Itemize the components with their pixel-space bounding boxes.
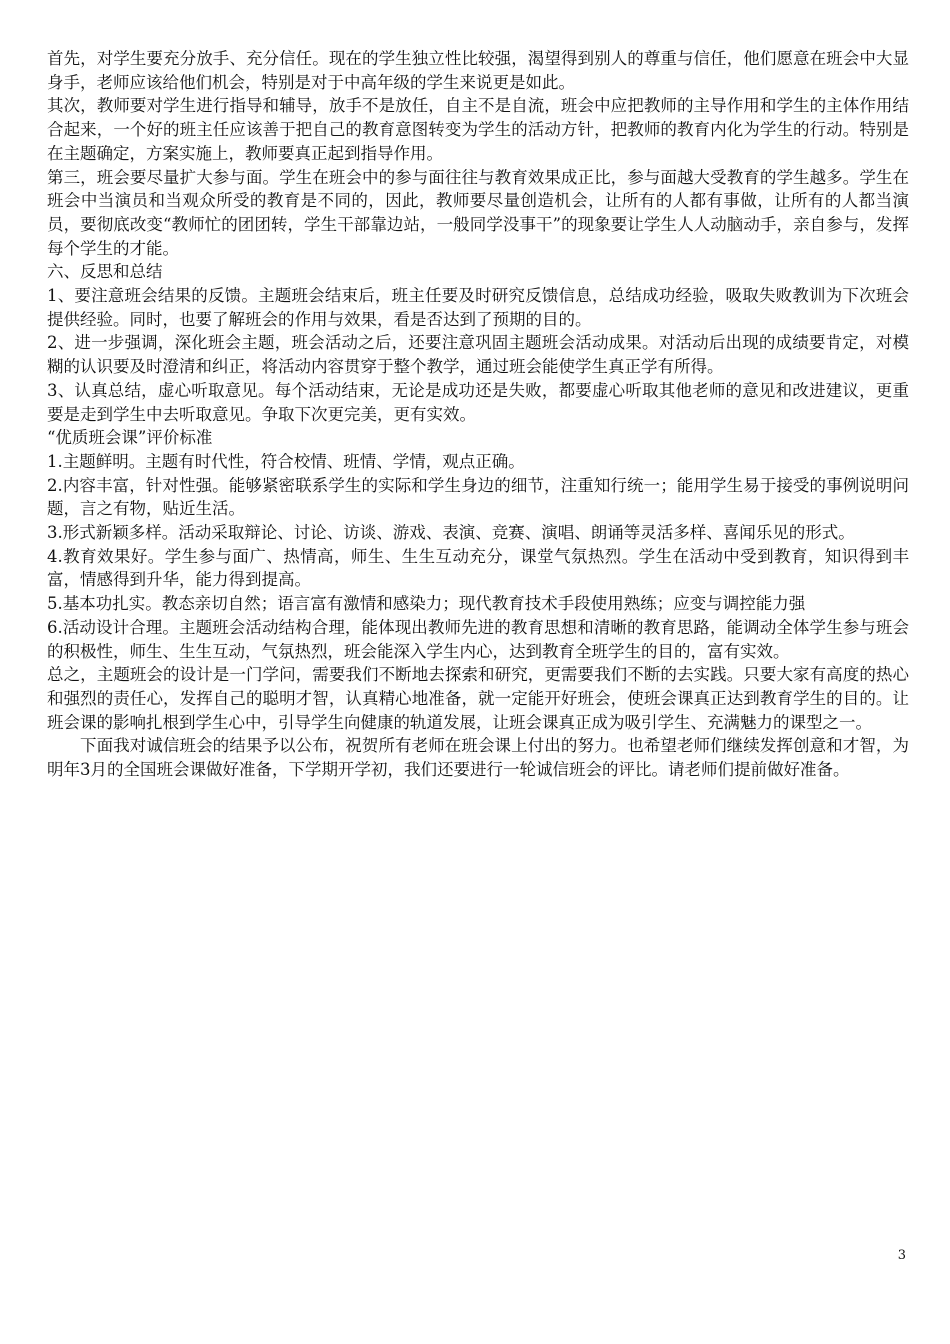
reflection-item-1: 1、要注意班会结果的反馈。主题班会结束后，班主任要及时研究反馈信息，总结成功经验，吸取失败教训为下次班会提供经验。同时，也要了解班会的作用与效果，看是否达到了预期的目的。 (47, 286, 909, 329)
paragraph-announcement: 下面我对诚信班会的结果予以公布，祝贺所有老师在班会课上付出的努力。也希望老师们继续发挥创意和才智，为明年3月的全国班会课做好准备，下学期开学初，我们还要进行一轮诚信班会的评比。请老师们提前做好准备。 (47, 736, 909, 780)
paragraph-first: 首先，对学生要充分放手、充分信任。现在的学生独立性比较强，渴望得到别人的尊重与信任，他们愿意在班会中大显身手，老师应该给他们机会，特别是对于中高年级的学生来说更是如此。 (47, 49, 909, 92)
section-heading-criteria: “优质班会课”评价标准 (47, 428, 213, 448)
criteria-item-2: 2.内容丰富，针对性强。能够紧密联系学生的实际和学生身边的细节，注重知行统一；能用学生易于接受的事例说明问题，言之有物，贴近生活。 (47, 475, 909, 519)
page-number: 3 (897, 1248, 906, 1263)
reflection-item-3: 3、认真总结，虚心听取意见。每个活动结束，无论是成功还是失败，都要虚心听取其他老师的意见和改进建议，更重要是走到学生中去听取意见。争取下次更完美，更有实效。 (47, 380, 909, 424)
paragraph-conclusion: 总之，主题班会的设计是一门学问，需要我们不断地去探索和研究，更需要我们不断的去实践。只要大家有高度的热心和强烈的责任心，发挥自己的聪明才智，认真精心地准备，就一定能开好班会，使班会课真正达到教育学生的目的。让班会课的影响扎根到学生心中，引导学生向健康的轨道发展，让班会课真正成为吸引学生、充满魅力的课型之一。 (47, 665, 909, 732)
criteria-item-3: 3.形式新颖多样。活动采取辩论、讨论、访谈、游戏、表演、竞赛、演唱、朗诵等灵活多样、喜闻乐见的形式。 (47, 523, 855, 543)
section-heading-reflection: 六、反思和总结 (47, 262, 163, 282)
reflection-item-2: 2、进一步强调，深化班会主题，班会活动之后，还要注意巩固主题班会活动成果。对活动后出现的成绩要肯定，对模糊的认识要及时澄清和纠正，将活动内容贯穿于整个教学，通过班会能使学生真正学有所得。 (47, 333, 909, 377)
paragraph-third: 第三，班会要尽量扩大参与面。学生在班会中的参与面往往与教育效果成正比，参与面越大受教育的学生越多。学生在班会中当演员和当观众所受的教育是不同的，因此，教师要尽量创造机会，让所有的人都有事做，让所有的人都当演员，要彻底改变“教师忙的团团转，学生干部靠边站，一般同学没事干”的现象要让学生人人动脑动手，亲自参与，发挥每个学生的才能。 (47, 167, 909, 258)
criteria-item-1: 1.主题鲜明。主题有时代性，符合校情、班情、学情，观点正确。 (47, 451, 525, 471)
document-body (47, 47, 909, 782)
criteria-item-5: 5.基本功扎实。教态亲切自然；语言富有激情和感染力；现代教育技术手段使用熟练；应变与调控能力强 (47, 594, 806, 614)
paragraph-second: 其次，教师要对学生进行指导和辅导，放手不是放任，自主不是自流，班会中应把教师的主导作用和学生的主体作用结合起来，一个好的班主任应该善于把自己的教育意图转变为学生的活动方针，把教师的教育内化为学生的行动。特别是在主题确定，方案实施上，教师要真正起到指导作用。 (47, 96, 909, 163)
criteria-item-4: 4.教育效果好。学生参与面广、热情高，师生、生生互动充分，课堂气氛热烈。学生在活动中受到教育，知识得到丰富，情感得到升华，能力得到提高。 (47, 546, 909, 590)
criteria-item-6: 6.活动设计合理。主题班会活动结构合理，能体现出教师先进的教育思想和清晰的教育思路，能调动全体学生参与班会的积极性，师生、生生互动，气氛热烈，班会能深入学生内心，达到教育全班学生的目的，富有实效。 (47, 617, 909, 661)
